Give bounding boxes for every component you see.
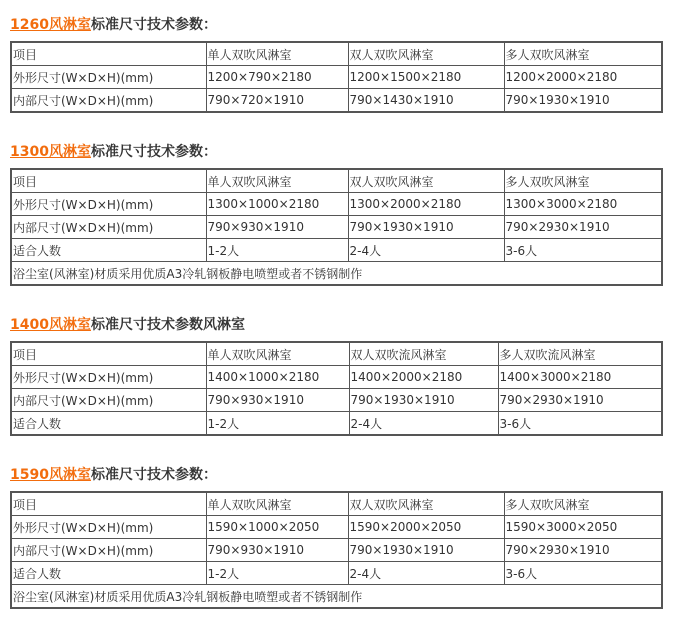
table-cell: 项目: [11, 342, 206, 366]
table-cell: 适合人数: [11, 562, 206, 585]
title-link[interactable]: 1300风淋室: [10, 144, 91, 160]
table-row: [11, 239, 662, 262]
table-cell: 790×1930×1910: [348, 216, 504, 239]
table-cell: 内部尺寸(W×D×H)(mm): [11, 539, 206, 562]
table-cell: 适合人数: [11, 239, 206, 262]
table-row: [11, 216, 662, 239]
section-title: [10, 15, 661, 35]
table-cell: 内部尺寸(W×D×H)(mm): [11, 89, 206, 113]
table-row: [11, 389, 662, 412]
table-cell: 项目: [11, 169, 206, 193]
table-cell: 适合人数: [11, 412, 206, 436]
spec-section: [10, 315, 661, 436]
table-cell: 790×1930×1910: [349, 389, 498, 412]
spec-section: [10, 142, 661, 286]
table-cell: 790×930×1910: [206, 216, 348, 239]
note-row: [11, 585, 662, 609]
table-row: [11, 412, 662, 436]
table-cell: 1-2人: [206, 412, 349, 436]
table-cell: 1400×2000×2180: [349, 366, 498, 389]
table-row: [11, 562, 662, 585]
section-title: [10, 315, 661, 335]
table-row: [11, 193, 662, 216]
table-cell: 双人双吹风淋室: [348, 42, 504, 66]
table-row: [11, 66, 662, 89]
table-row: [11, 516, 662, 539]
table-cell: 790×930×1910: [206, 539, 348, 562]
table-cell: 1300×3000×2180: [504, 193, 662, 216]
table-cell: 790×1930×1910: [504, 89, 662, 113]
table-cell: 790×1930×1910: [348, 539, 504, 562]
spec-table: [10, 491, 663, 609]
table-header-row: [11, 342, 662, 366]
table-cell: 单人双吹风淋室: [206, 169, 348, 193]
table-cell: 多人双吹流风淋室: [498, 342, 662, 366]
section-title: [10, 465, 661, 485]
title-text: 标准尺寸技术参数：: [90, 467, 217, 483]
table-cell: 外形尺寸(W×D×H)(mm): [11, 366, 206, 389]
table-cell: 单人双吹风淋室: [206, 342, 349, 366]
title-text: 标准尺寸技术参数风淋室: [90, 317, 245, 333]
table-cell: 单人双吹风淋室: [206, 42, 348, 66]
table-row: [11, 89, 662, 113]
table-cell: 2-4人: [348, 239, 504, 262]
table-cell: 3-6人: [498, 412, 662, 436]
table-cell: 790×2930×1910: [504, 216, 662, 239]
title-text: 标准尺寸技术参数：: [90, 17, 217, 33]
table-cell: 外形尺寸(W×D×H)(mm): [11, 516, 206, 539]
table-cell: 1200×790×2180: [206, 66, 348, 89]
table-cell: 790×2930×1910: [498, 389, 662, 412]
table-cell: 1400×1000×2180: [206, 366, 349, 389]
table-cell: 多人双吹风淋室: [504, 42, 662, 66]
table-cell: 双人双吹流风淋室: [349, 342, 498, 366]
table-cell: 2-4人: [349, 412, 498, 436]
table-cell: 多人双吹风淋室: [504, 492, 662, 516]
table-cell: 1200×2000×2180: [504, 66, 662, 89]
spec-section: [10, 15, 661, 113]
table-cell: 项目: [11, 42, 206, 66]
spec-section: [10, 465, 661, 609]
title-link[interactable]: 1590风淋室: [10, 467, 91, 483]
table-cell: 内部尺寸(W×D×H)(mm): [11, 389, 206, 412]
material-note: 浴尘室(风淋室)材质采用优质A3冷轧钢板静电喷塑或者不锈钢制作: [11, 262, 662, 286]
note-row: [11, 262, 662, 286]
table-cell: 1400×3000×2180: [498, 366, 662, 389]
table-cell: 内部尺寸(W×D×H)(mm): [11, 216, 206, 239]
table-cell: 双人双吹风淋室: [348, 492, 504, 516]
table-cell: 2-4人: [348, 562, 504, 585]
table-cell: 1300×2000×2180: [348, 193, 504, 216]
spec-table: [10, 168, 663, 286]
table-header-row: [11, 42, 662, 66]
table-cell: 790×720×1910: [206, 89, 348, 113]
spec-table: [10, 341, 663, 436]
table-cell: 1590×3000×2050: [504, 516, 662, 539]
title-link[interactable]: 1260风淋室: [10, 17, 91, 33]
table-cell: 单人双吹风淋室: [206, 492, 348, 516]
table-cell: 790×1430×1910: [348, 89, 504, 113]
title-text: 标准尺寸技术参数：: [90, 144, 217, 160]
table-row: [11, 366, 662, 389]
table-cell: 790×930×1910: [206, 389, 349, 412]
table-cell: 多人双吹风淋室: [504, 169, 662, 193]
table-cell: 项目: [11, 492, 206, 516]
table-cell: 3-6人: [504, 562, 662, 585]
section-title: [10, 142, 661, 162]
table-cell: 1-2人: [206, 239, 348, 262]
table-cell: 1590×1000×2050: [206, 516, 348, 539]
table-cell: 1300×1000×2180: [206, 193, 348, 216]
spec-table: [10, 41, 663, 113]
table-cell: 1200×1500×2180: [348, 66, 504, 89]
table-cell: 790×2930×1910: [504, 539, 662, 562]
table-cell: 外形尺寸(W×D×H)(mm): [11, 66, 206, 89]
table-cell: 3-6人: [504, 239, 662, 262]
table-header-row: [11, 492, 662, 516]
table-cell: 双人双吹风淋室: [348, 169, 504, 193]
table-header-row: [11, 169, 662, 193]
table-cell: 外形尺寸(W×D×H)(mm): [11, 193, 206, 216]
table-row: [11, 539, 662, 562]
title-link[interactable]: 1400风淋室: [10, 317, 91, 333]
material-note: 浴尘室(风淋室)材质采用优质A3冷轧钢板静电喷塑或者不锈钢制作: [11, 585, 662, 609]
table-cell: 1590×2000×2050: [348, 516, 504, 539]
table-cell: 1-2人: [206, 562, 348, 585]
